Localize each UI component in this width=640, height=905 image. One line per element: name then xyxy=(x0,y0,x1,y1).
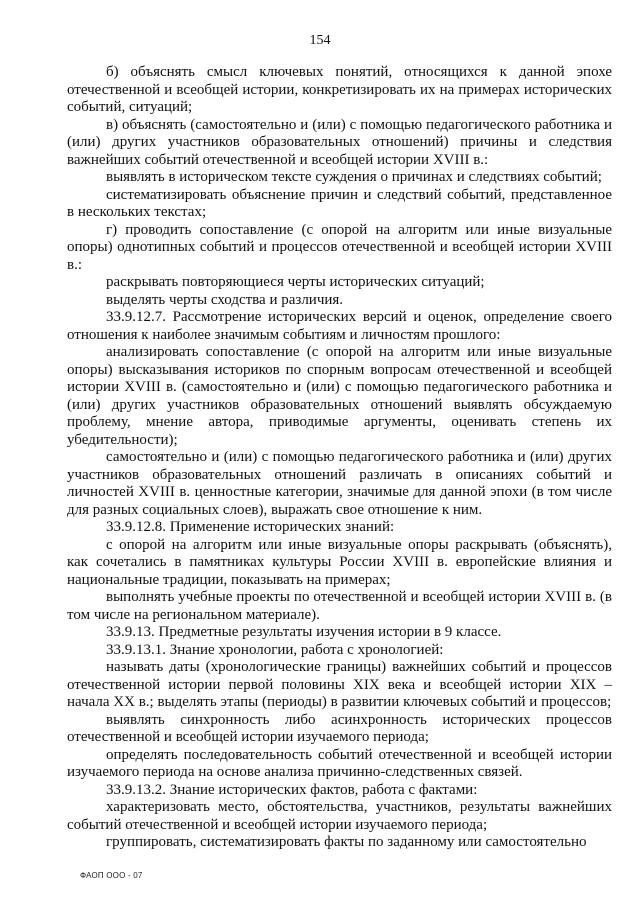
paragraph: выделять черты сходства и различия. xyxy=(106,291,344,308)
paragraph: б) объяснять смысл ключевых понятий, относящихся к данной эпохе отечественной и всеобщей истории, конкретизировать их на примерах исторических событий, ситуаций; xyxy=(67,64,612,115)
section-heading: 33.9.12.7. Рассмотрение исторических версий и оценок, определение своего отношения к наиболее значимым событиям и личностям прошлого: xyxy=(67,309,612,343)
paragraph: раскрывать повторяющиеся черты исторических ситуаций; xyxy=(106,274,485,290)
paragraph: г) проводить сопоставление (с опорой на алгоритм или иные визуальные опоры) однотипных событий и процессов отечественной и всеобщей истории XVIII в.: xyxy=(67,221,612,273)
section-heading: 33.9.12.8. Применение исторических знаний: xyxy=(106,519,395,535)
paragraph: выполнять учебные проекты по отечественной и всеобщей истории XVIII в. (в том числе на региональном материале). xyxy=(67,589,612,623)
page-number: 154 xyxy=(309,33,331,48)
paragraph: анализировать сопоставление (с опорой на алгоритм или иные визуальные опоры) высказывания историков по спорным вопросам отечественной и всеобщей истории XVIII в. (самостоятельно и (или) с помощью педагогического работника и (или) других участников образовательных отношений выявлять обсуждаемую проблему, мнение автора, приводимые аргументы, оценивать степень их убедительности); xyxy=(67,344,612,448)
paragraph: систематизировать объяснение причин и следствий событий, представленное в нескольких текстах; xyxy=(67,186,612,220)
footer-label: ФАОП ООО - 07 xyxy=(80,871,143,880)
paragraph: группировать, систематизировать факты по заданному или самостоятельно xyxy=(106,834,587,850)
paragraph: называть даты (хронологические границы) важнейших событий и процессов отечественной истории первой половины XIX века и всеобщей истории XIX – начала XX в.; выделять этапы (периоды) в развитии ключевых событий и процессов; xyxy=(67,659,612,710)
section-heading: 33.9.13.1. Знание хронологии, работа с хронологией: xyxy=(106,641,444,658)
section-heading: 33.9.13. Предметные результаты изучения истории в 9 классе. xyxy=(106,624,502,640)
paragraph: с опорой на алгоритм или иные визуальные опоры раскрывать (объяснять), как сочетались в памятниках культуры России XVIII в. европейские влияния и национальные традиции, показывать на примерах; xyxy=(67,536,612,588)
paragraph: выявлять синхронность либо асинхронность исторических процессов отечественной и всеобщей истории изучаемого периода; xyxy=(67,711,612,745)
section-heading: 33.9.13.2. Знание исторических фактов, работа с фактами: xyxy=(106,781,478,798)
paragraph: характеризовать место, обстоятельства, участников, результаты важнейших событий отечественной и всеобщей истории изучаемого периода; xyxy=(67,799,612,833)
paragraph: в) объяснять (самостоятельно и (или) с помощью педагогического работника и (или) других участников образовательных отношений) причины и следствия важнейших событий отечественной и всеобщей истории XVIII в.: xyxy=(67,116,612,168)
document-body xyxy=(67,64,612,852)
paragraph: выявлять в историческом тексте суждения о причинах и следствиях событий; xyxy=(106,169,602,185)
paragraph: самостоятельно и (или) с помощью педагогического работника и (или) других участников образовательных отношений различать в описаниях событий и личностей XVIII в. ценностные категории, значимые для данной эпохи (в том числе для разных социальных слоев), выражать свое отношение к ним. xyxy=(67,449,612,518)
paragraph: определять последовательность событий отечественной и всеобщей истории изучаемого периода на основе анализа причинно-следственных связей. xyxy=(67,746,612,780)
